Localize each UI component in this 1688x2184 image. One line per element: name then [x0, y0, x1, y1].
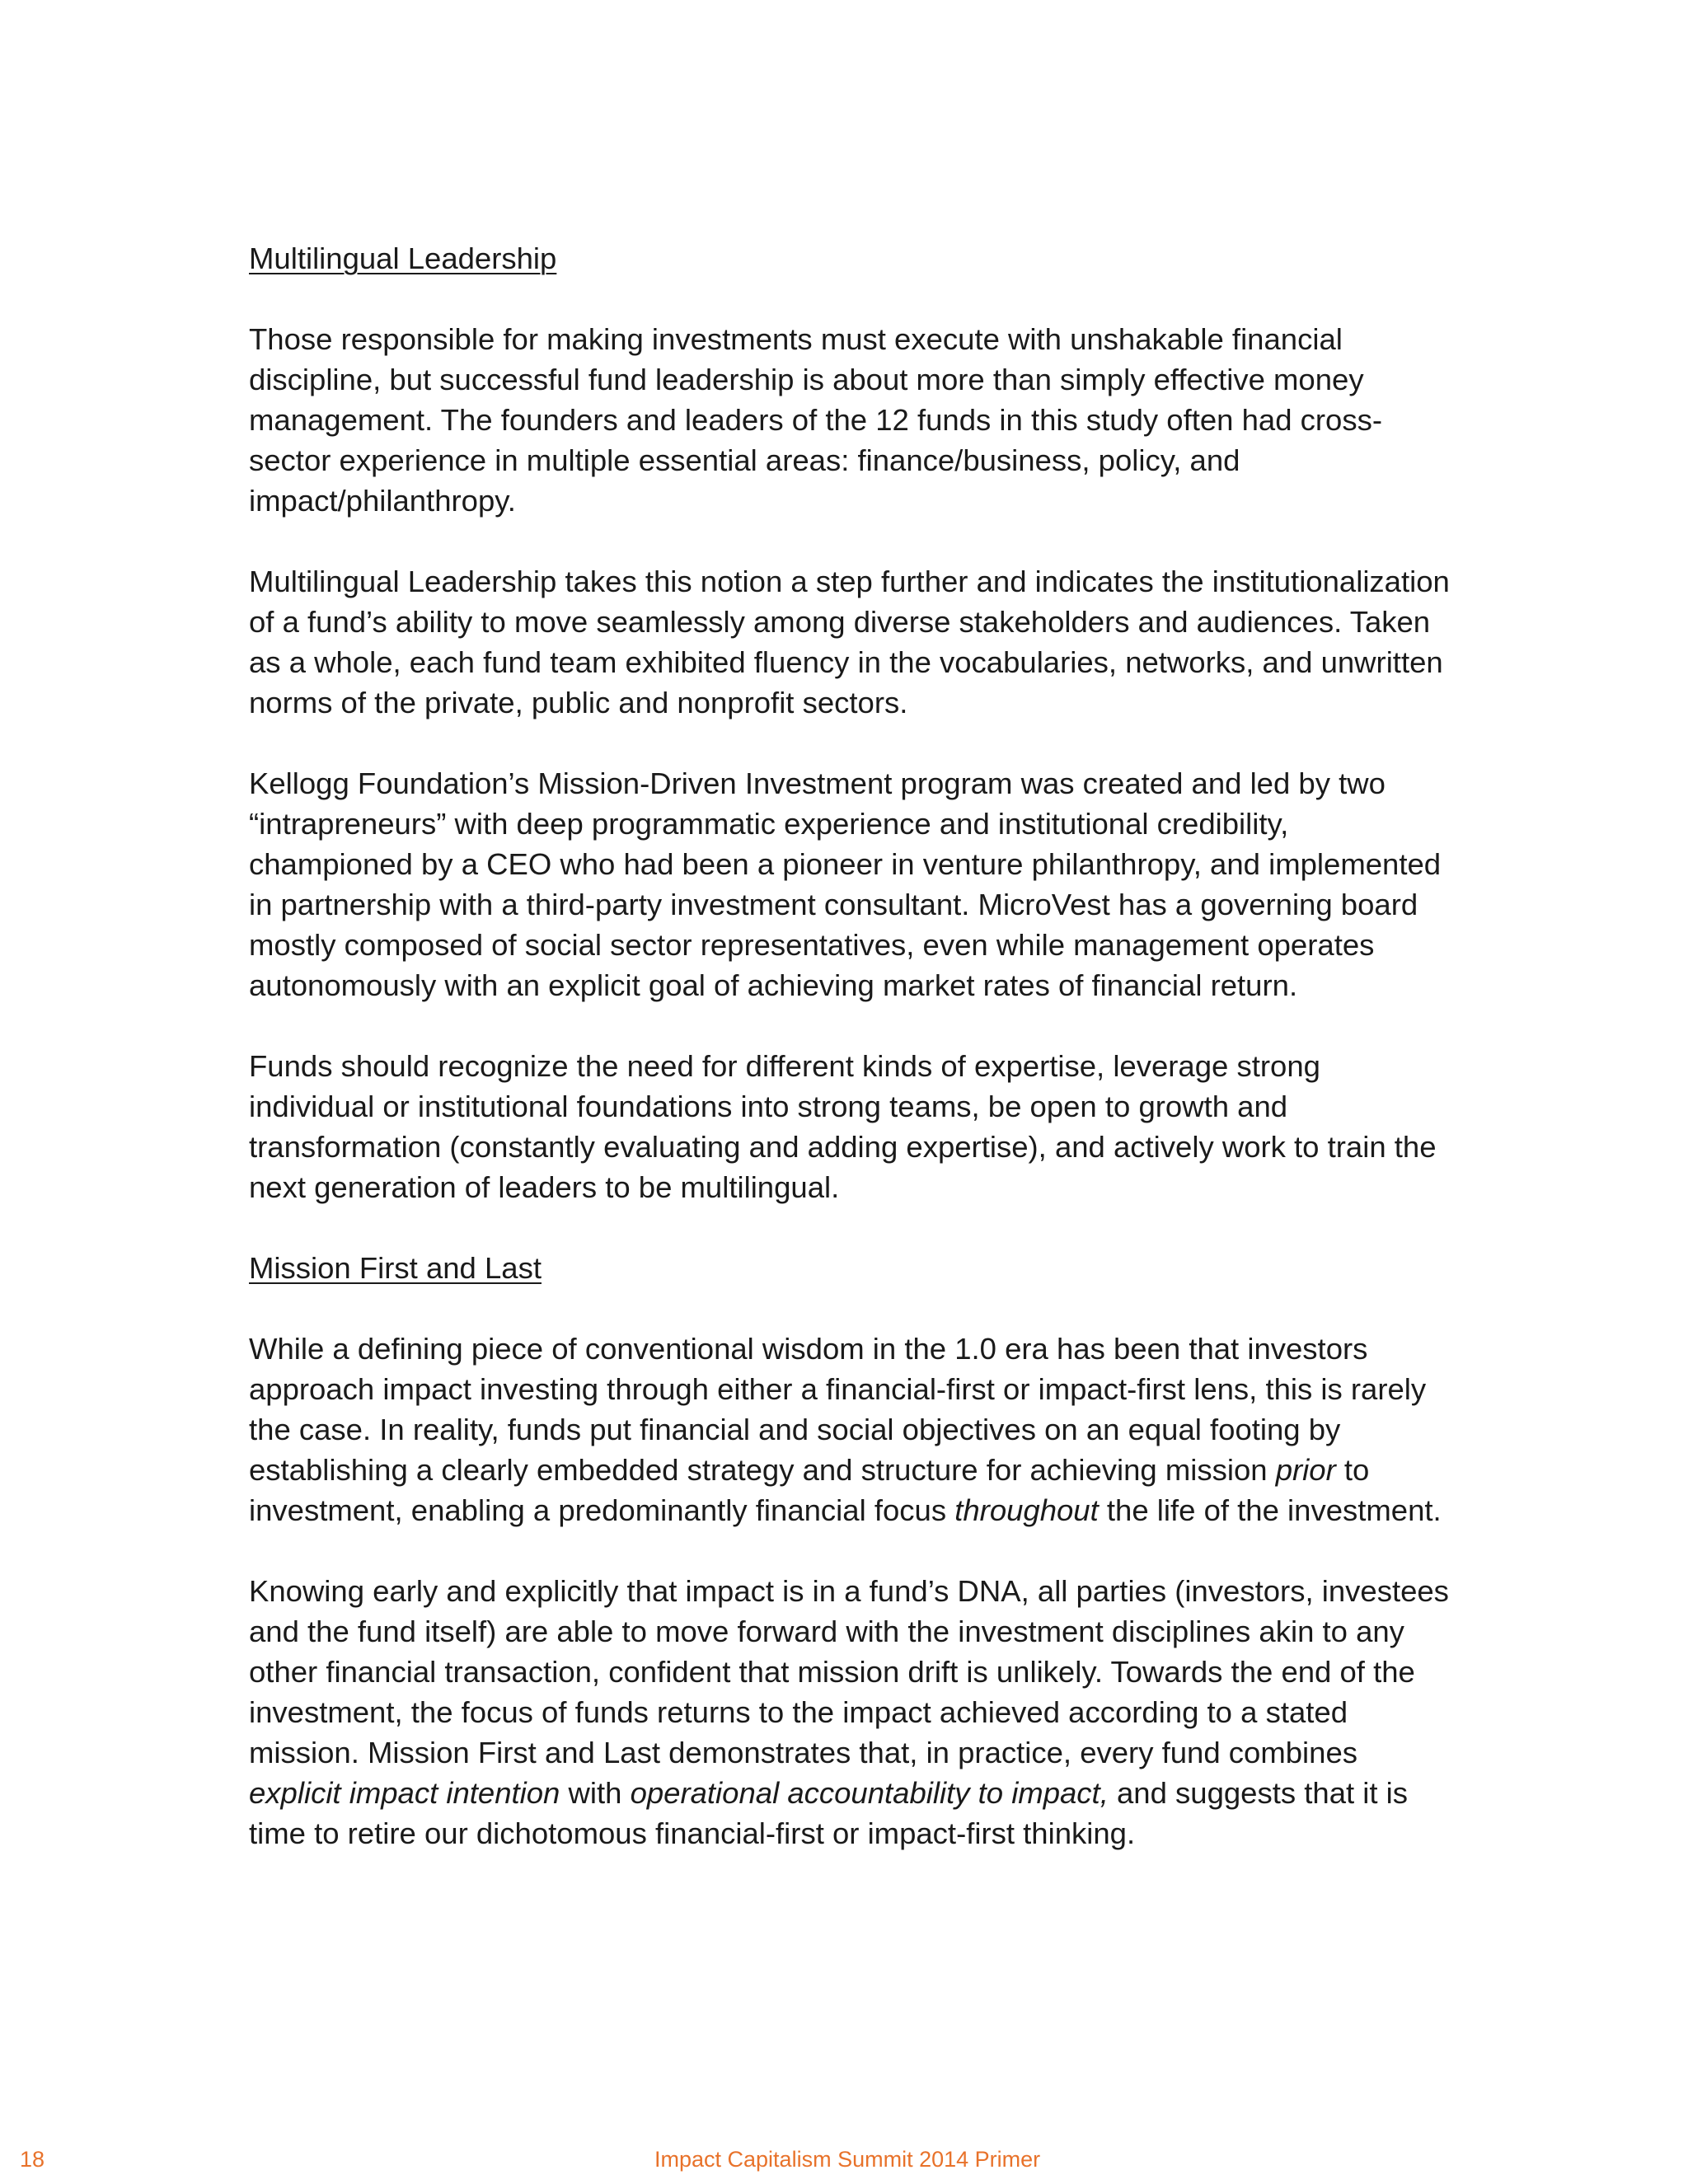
page-footer: [0, 2145, 1688, 2173]
paragraph: Funds should recognize the need for different kinds of expertise, leverage strong individual or institutional foundations into strong teams, be open to growth and transformation (constantly evaluating and adding expertise), and actively work to train the next generation of leaders to be multilingual.: [249, 1049, 1437, 1204]
emphasis-text: explicit impact intention: [249, 1776, 560, 1810]
page-content: [249, 238, 1452, 1894]
paragraph: [249, 1329, 1452, 1530]
paragraph: [249, 1571, 1452, 1854]
text-run: the life of the investment.: [1098, 1493, 1442, 1527]
paragraph: Those responsible for making investments must execute with unshakable financial discipline, but successful fund leadership is about more than simply effective money management. The founders and leaders of the 12 funds in this study often had cross-sector experience in multiple essential areas: finance/business, policy, and impact/philanthropy.: [249, 322, 1383, 518]
section-heading: Multilingual Leadership: [249, 241, 557, 275]
text-run: with: [560, 1776, 631, 1810]
footer-title: Impact Capitalism Summit 2014 Primer: [654, 2147, 1041, 2172]
section-mission-first-and-last: [249, 1248, 1452, 1854]
emphasis-text: throughout: [954, 1493, 1099, 1527]
paragraph: Multilingual Leadership takes this notion a step further and indicates the institutionalization of a fund’s ability to move seamlessly among diverse stakeholders and audiences. Taken as a whole, each fund team exhibited fluency in the vocabularies, networks, and unwritten norms of the private, public and nonprofit sectors.: [249, 565, 1450, 719]
emphasis-text: operational accountability to impact,: [630, 1776, 1109, 1810]
text-run: While a defining piece of conventional wisdom in the 1.0 era has been that investors approach impact investing through either a financial-first or impact-first lens, this is rarely the case. In reality, funds put financial and social objectives on an equal footing by establishing a clearly embedded strategy and structure for achieving mission: [249, 1332, 1427, 1487]
paragraph: Kellogg Foundation’s Mission-Driven Investment program was created and led by two “intrapreneurs” with deep programmatic experience and institutional credibility, championed by a CEO who had been a pioneer in venture philanthropy, and implemented in partnership with a third-party investment consultant. MicroVest has a governing board mostly composed of social sector representatives, even while management operates autonomously with an explicit goal of achieving market rates of financial return.: [249, 766, 1442, 1002]
page-number: 18: [20, 2147, 45, 2172]
text-run: and suggests that it is time to retire our dichotomous financial-first or impact-first thinking.: [249, 1776, 1409, 1850]
text-run: Knowing early and explicitly that impact is in a fund’s DNA, all parties (investors, investees and the fund itself) are able to move forward with the investment disciplines akin to any other financial transaction, confident that mission drift is unlikely. Towards the end of the investment, the focus of funds returns to the impact achieved according to a stated mission. Mission First and Last demonstrates that, in practice, every fund combines: [249, 1574, 1449, 1769]
emphasis-text: prior: [1275, 1453, 1336, 1487]
section-multilingual-leadership: [249, 238, 1452, 1207]
section-heading: Mission First and Last: [249, 1251, 542, 1285]
text-run: to investment, enabling a predominantly financial focus: [249, 1453, 1370, 1527]
